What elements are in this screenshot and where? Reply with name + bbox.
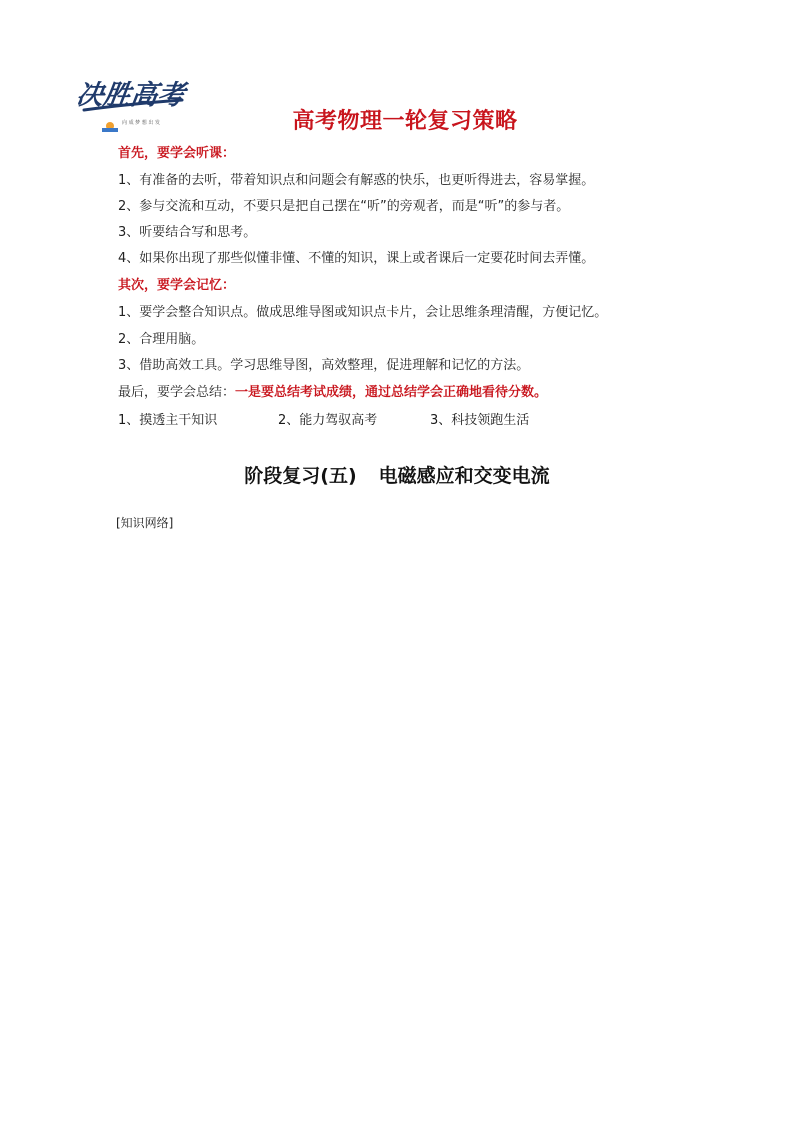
logo-main-text: 决胜高考 (78, 80, 187, 111)
summary-prefix: 最后，要学会总结： (118, 385, 236, 400)
listen-item: 2、参与交流和互动，不要只是把自己摆在“听”的旁观者，而是“听”的参与者。 (118, 199, 570, 214)
listen-item: 1、有准备的去听，带着知识点和问题会有解惑的快乐，也更听得进去，容易掌握。 (118, 173, 595, 188)
listen-item: 3、听要结合写和思考。 (118, 225, 257, 240)
summary-line (118, 385, 547, 401)
section-title (0, 461, 794, 488)
logo-sub-text: 向 成 梦 想 出 发 (122, 120, 160, 126)
listen-item: 4、如果你出现了那些似懂非懂、不懂的知识，课上或者课后一定要花时间去弄懂。 (118, 251, 595, 266)
memory-item: 1、要学会整合知识点。做成思维导图或知识点卡片，会让思维条理清醒，方便记忆。 (118, 305, 608, 320)
tip-item: 1、摸透主干知识 (118, 413, 218, 428)
knowledge-network-label: [知识网络] (116, 516, 174, 530)
memory-heading: 其次，要学会记忆： (118, 278, 236, 293)
tip-item: 3、科技领跑生活 (430, 413, 530, 428)
memory-item: 2、合理用脑。 (118, 332, 205, 347)
memory-item: 3、借助高效工具。学习思维导图，高效整理，促进理解和记忆的方法。 (118, 358, 530, 373)
page-title: 高考物理一轮复习策略 (292, 109, 518, 134)
section-title-part2: 电磁感应和交变电流 (378, 465, 550, 487)
section-title-part1: 阶段复习(五) (244, 465, 357, 487)
listen-heading: 首先，要学会听课： (118, 146, 236, 161)
tip-item: 2、能力驾驭高考 (278, 413, 378, 428)
summary-emphasis: 一是要总结考试成绩，通过总结学会正确地看待分数。 (235, 385, 548, 400)
